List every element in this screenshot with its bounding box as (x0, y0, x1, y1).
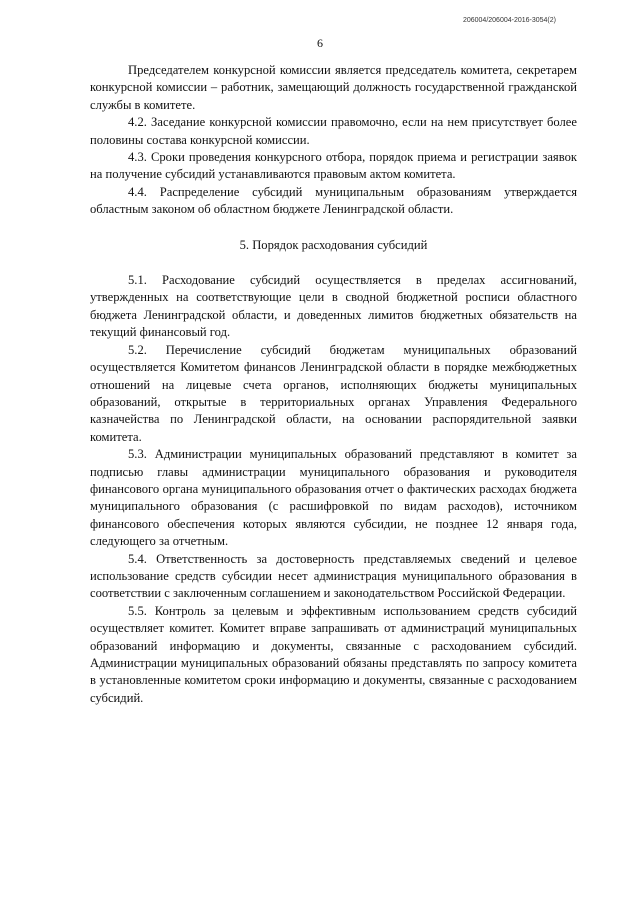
paragraph-5-5: 5.5. Контроль за целевым и эффективным использованием средств субсидий осуществляет комитет. Комитет вправе запрашивать от администраций муниципальных образований информацию и документы, связанные с расходованием субсидий. Администрации муниципальных образований обязаны представлять по запросу комитета в установленные комитетом сроки информацию и документы, связанные с расходованием субсидий. (90, 603, 577, 705)
paragraph-4-2: 4.2. Заседание конкурсной комиссии правомочно, если на нем присутствует более половины состава конкурсной комиссии. (90, 115, 577, 147)
paragraph-5-3: 5.3. Администрации муниципальных образований представляют в комитет за подписью главы администрации муниципального образования и руководителя финансового органа муниципального образования отчет о фактических расходах бюджета муниципального образования (с расшифровкой по видам расходов), источником финансового обеспечения которых являются субсидии, не позднее 12 января года, следующего за отчетным. (90, 447, 577, 549)
document-id: 206004/206004-2016-3054(2) (462, 17, 556, 24)
page-number: 6 (317, 36, 323, 50)
paragraph-5-2: 5.2. Перечисление субсидий бюджетам муниципальных образований осуществляется Комитетом финансов Ленинградской области в порядке межбюджетных отношений на лицевые счета органов, исполняющих бюджеты муниципальных образований, открытые в территориальных органах Управления Федерального казначейства по Ленинградской области, на основании распорядительной заявки комитета. (90, 342, 577, 444)
document-body (90, 62, 577, 707)
paragraph-5-4: 5.4. Ответственность за достоверность представляемых сведений и целевое использование средств субсидии несет администрация муниципального образования в соответствии с заключенным соглашением и законодательством Российской Федерации. (90, 551, 577, 601)
paragraph-4-1-continuation: Председателем конкурсной комиссии является председатель комитета, секретарем конкурсной комиссии – работник, замещающий должность государственной гражданской службы в комитете. (90, 63, 577, 112)
paragraph-5-1: 5.1. Расходование субсидий осуществляется в пределах ассигнований, утвержденных на соответствующие цели в сводной бюджетной росписи областного бюджета Ленинградской области, и доведенных лимитов бюджетных обязательств на текущий финансовый год. (90, 273, 577, 340)
section-5-heading: 5. Порядок расходования субсидий (239, 237, 428, 252)
paragraph-4-4: 4.4. Распределение субсидий муниципальным образованиям утверждается областным законом об областном бюджете Ленинградской области. (90, 184, 577, 217)
paragraph-4-3: 4.3. Сроки проведения конкурсного отбора, порядок приема и регистрации заявок на получение субсидий устанавливаются правовым актом комитета. (90, 150, 577, 182)
